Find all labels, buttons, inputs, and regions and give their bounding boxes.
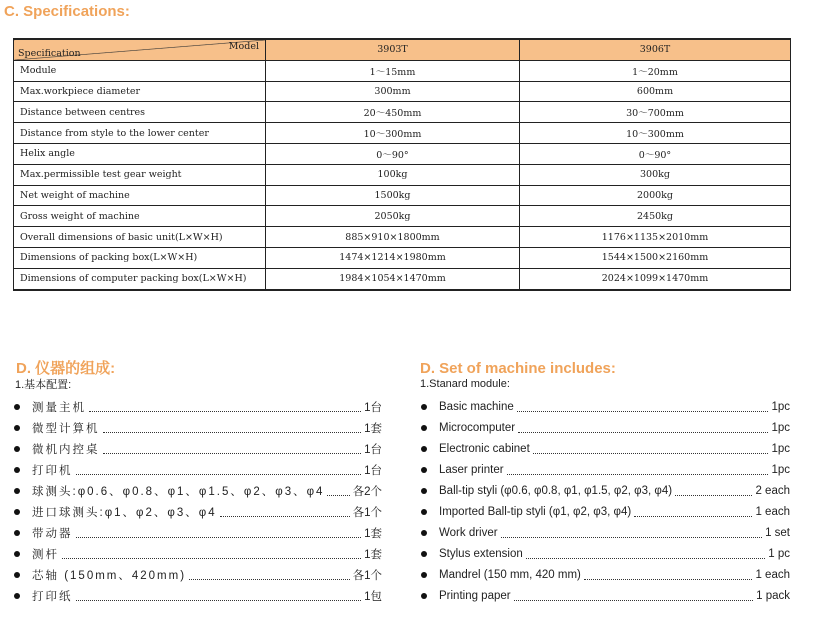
item-quantity: 1 pack bbox=[756, 589, 790, 602]
english-subtitle: 1.Stanard module: bbox=[420, 378, 510, 390]
bullet-icon bbox=[421, 593, 427, 599]
dot-leader bbox=[514, 591, 754, 601]
bullet-icon bbox=[421, 572, 427, 578]
list-item bbox=[14, 459, 382, 480]
item-label: Imported Ball-tip styli (φ1, φ2, φ3, φ4) bbox=[439, 505, 632, 518]
item-quantity: 1 set bbox=[765, 526, 790, 539]
bullet-icon bbox=[14, 404, 20, 410]
item-quantity: 各1个 bbox=[352, 506, 382, 519]
list-item bbox=[421, 564, 790, 585]
item-label: 测量主机 bbox=[32, 401, 86, 414]
specifications-title: C. Specifications: bbox=[4, 3, 130, 20]
spec-3906t-cell: 1544×1500×2160mm bbox=[520, 247, 791, 268]
list-item bbox=[14, 396, 382, 417]
spec-name-cell: Distance between centres bbox=[14, 102, 266, 123]
item-label: 微机内控桌 bbox=[32, 443, 100, 456]
dot-leader bbox=[507, 465, 769, 475]
item-quantity: 各1个 bbox=[352, 569, 382, 582]
spec-name-cell: Max.permissible test gear weight bbox=[14, 164, 266, 185]
spec-name-cell: Dimensions of packing box(L×W×H) bbox=[14, 247, 266, 268]
table-row bbox=[14, 164, 791, 185]
table-header-row bbox=[14, 39, 791, 60]
item-label: Work driver bbox=[439, 526, 498, 539]
spec-name-cell: Max.workpiece diameter bbox=[14, 81, 266, 102]
bullet-icon bbox=[421, 509, 427, 515]
chinese-component-list bbox=[14, 396, 382, 606]
list-item bbox=[14, 480, 382, 501]
dot-leader bbox=[634, 507, 752, 517]
english-component-list bbox=[421, 396, 790, 606]
list-item bbox=[421, 501, 790, 522]
item-quantity: 1台 bbox=[364, 464, 382, 477]
item-quantity: 1台 bbox=[364, 443, 382, 456]
bullet-icon bbox=[14, 572, 20, 578]
spec-3906t-cell: 300kg bbox=[520, 164, 791, 185]
spec-name-cell: Overall dimensions of basic unit(L×W×H) bbox=[14, 227, 266, 248]
list-item bbox=[14, 564, 382, 585]
english-section-title: D. Set of machine includes: bbox=[420, 360, 616, 377]
spec-name-cell: Net weight of machine bbox=[14, 185, 266, 206]
spec-3903t-cell: 1500kg bbox=[266, 185, 520, 206]
item-label: 微型计算机 bbox=[32, 422, 100, 435]
item-label: Electronic cabinet bbox=[439, 442, 530, 455]
list-item bbox=[14, 417, 382, 438]
item-label: 打印机 bbox=[32, 464, 73, 477]
spec-name-cell: Module bbox=[14, 60, 266, 81]
table-row bbox=[14, 206, 791, 227]
list-item bbox=[421, 480, 790, 501]
item-label: 球测头:φ0.6、φ0.8、φ1、φ1.5、φ2、φ3、φ4 bbox=[32, 485, 325, 498]
spec-name-cell: Helix angle bbox=[14, 143, 266, 164]
spec-3906t-cell: 600mm bbox=[520, 81, 791, 102]
item-quantity: 1 pc bbox=[768, 547, 790, 560]
dot-leader bbox=[526, 549, 766, 559]
spec-3906t-cell: 10～300mm bbox=[520, 123, 791, 144]
model-label: Model bbox=[228, 41, 259, 52]
list-item bbox=[14, 585, 382, 606]
spec-name-cell: Distance from style to the lower center bbox=[14, 123, 266, 144]
item-quantity: 1套 bbox=[364, 422, 382, 435]
dot-leader bbox=[517, 402, 769, 412]
item-quantity: 1pc bbox=[771, 463, 790, 476]
list-item bbox=[421, 459, 790, 480]
bullet-icon bbox=[14, 530, 20, 536]
chinese-subtitle: 1.基本配置: bbox=[15, 379, 72, 391]
spec-3903t-cell: 100kg bbox=[266, 164, 520, 185]
specification-label: Specification bbox=[18, 47, 81, 59]
list-item bbox=[14, 543, 382, 564]
item-quantity: 1pc bbox=[771, 421, 790, 434]
spec-3903t-cell: 885×910×1800mm bbox=[266, 227, 520, 248]
dot-leader bbox=[189, 570, 350, 580]
bullet-icon bbox=[14, 446, 20, 452]
model-3903t-header: 3903T bbox=[266, 39, 520, 60]
item-label: Laser printer bbox=[439, 463, 504, 476]
item-label: 打印纸 bbox=[32, 590, 73, 603]
spec-3903t-cell: 20～450mm bbox=[266, 102, 520, 123]
list-item bbox=[14, 501, 382, 522]
item-label: Microcomputer bbox=[439, 421, 516, 434]
spec-3903t-cell: 10～300mm bbox=[266, 123, 520, 144]
bullet-icon bbox=[421, 530, 427, 536]
table-row bbox=[14, 268, 791, 289]
item-label: 带动器 bbox=[32, 527, 73, 540]
bullet-icon bbox=[421, 551, 427, 557]
dot-leader bbox=[518, 423, 768, 433]
dot-leader bbox=[76, 465, 362, 475]
table-row bbox=[14, 102, 791, 123]
dot-leader bbox=[327, 486, 349, 496]
bullet-icon bbox=[14, 425, 20, 431]
spec-3903t-cell: 1984×1054×1470mm bbox=[266, 268, 520, 289]
item-quantity: 1pc bbox=[771, 400, 790, 413]
item-quantity: 1pc bbox=[771, 442, 790, 455]
table-row bbox=[14, 227, 791, 248]
item-quantity: 1包 bbox=[364, 590, 382, 603]
list-item bbox=[421, 438, 790, 459]
item-label: 进口球测头:φ1、φ2、φ3、φ4 bbox=[32, 506, 217, 519]
item-quantity: 1套 bbox=[364, 527, 382, 540]
list-item bbox=[14, 438, 382, 459]
item-label: Printing paper bbox=[439, 589, 511, 602]
dot-leader bbox=[89, 402, 361, 412]
spec-3906t-cell: 1～20mm bbox=[520, 60, 791, 81]
table-row bbox=[14, 123, 791, 144]
table-row bbox=[14, 185, 791, 206]
spec-name-cell: Dimensions of computer packing box(L×W×H) bbox=[14, 268, 266, 289]
item-label: Mandrel (150 mm, 420 mm) bbox=[439, 568, 581, 581]
item-quantity: 各2个 bbox=[352, 485, 382, 498]
dot-leader bbox=[76, 591, 362, 601]
spec-3906t-cell: 30～700mm bbox=[520, 102, 791, 123]
dot-leader bbox=[220, 507, 350, 517]
bullet-icon bbox=[421, 446, 427, 452]
dot-leader bbox=[584, 570, 753, 580]
spec-3906t-cell: 2000kg bbox=[520, 185, 791, 206]
spec-3903t-cell: 0～90° bbox=[266, 143, 520, 164]
item-label: Basic machine bbox=[439, 400, 514, 413]
spec-3906t-cell: 2024×1099×1470mm bbox=[520, 268, 791, 289]
bullet-icon bbox=[421, 488, 427, 494]
item-quantity: 1套 bbox=[364, 548, 382, 561]
item-quantity: 1台 bbox=[364, 401, 382, 414]
dot-leader bbox=[62, 549, 361, 559]
bullet-icon bbox=[421, 425, 427, 431]
specifications-table bbox=[13, 38, 791, 291]
bullet-icon bbox=[14, 509, 20, 515]
item-label: Ball-tip styli (φ0.6, φ0.8, φ1, φ1.5, φ2, φ3, φ4) bbox=[439, 484, 673, 497]
bullet-icon bbox=[421, 467, 427, 473]
table-row bbox=[14, 81, 791, 102]
item-quantity: 1 each bbox=[755, 505, 790, 518]
bullet-icon bbox=[14, 488, 20, 494]
dot-leader bbox=[103, 423, 362, 433]
model-3906t-header: 3906T bbox=[520, 39, 791, 60]
item-label: 测杆 bbox=[32, 548, 59, 561]
dot-leader bbox=[533, 444, 769, 454]
dot-leader bbox=[675, 486, 752, 496]
spec-3903t-cell: 300mm bbox=[266, 81, 520, 102]
spec-3906t-cell: 0～90° bbox=[520, 143, 791, 164]
list-item bbox=[421, 417, 790, 438]
dot-leader bbox=[76, 528, 362, 538]
list-item bbox=[421, 543, 790, 564]
bullet-icon bbox=[14, 467, 20, 473]
table-row bbox=[14, 60, 791, 81]
list-item bbox=[421, 396, 790, 417]
list-item bbox=[14, 522, 382, 543]
spec-3906t-cell: 2450kg bbox=[520, 206, 791, 227]
spec-3903t-cell: 2050kg bbox=[266, 206, 520, 227]
bullet-icon bbox=[14, 551, 20, 557]
list-item bbox=[421, 585, 790, 606]
dot-leader bbox=[103, 444, 362, 454]
list-item bbox=[421, 522, 790, 543]
item-label: 芯轴 (150mm、420mm) bbox=[32, 569, 187, 582]
item-quantity: 2 each bbox=[755, 484, 790, 497]
bullet-icon bbox=[421, 404, 427, 410]
chinese-section-title: D. 仪器的组成: bbox=[16, 360, 116, 377]
table-row bbox=[14, 143, 791, 164]
spec-name-cell: Gross weight of machine bbox=[14, 206, 266, 227]
diagonal-header-cell bbox=[14, 39, 266, 60]
table-row bbox=[14, 247, 791, 268]
item-quantity: 1 each bbox=[755, 568, 790, 581]
spec-3903t-cell: 1～15mm bbox=[266, 60, 520, 81]
dot-leader bbox=[501, 528, 762, 538]
bullet-icon bbox=[14, 593, 20, 599]
spec-3903t-cell: 1474×1214×1980mm bbox=[266, 247, 520, 268]
item-label: Stylus extension bbox=[439, 547, 523, 560]
spec-3906t-cell: 1176×1135×2010mm bbox=[520, 227, 791, 248]
